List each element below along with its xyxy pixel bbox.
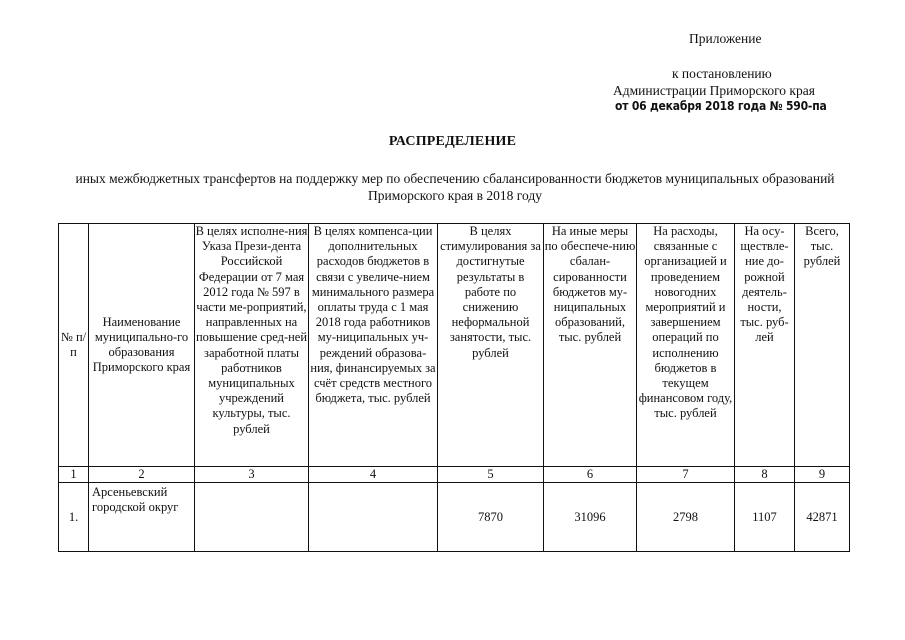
- col-number-9: 9: [795, 467, 850, 483]
- row-culture-salary: [195, 483, 309, 552]
- decree-reference: к постановлению: [672, 66, 772, 81]
- row-road-activity: 1107: [735, 483, 795, 552]
- header-road-activity: На осу-ществле-ние до-рожной деятель-ности, тыс. руб-лей: [735, 224, 795, 467]
- administration-name: Администрации Приморского края: [613, 83, 815, 98]
- row-new-year-expenses: 2798: [637, 483, 735, 552]
- document-title: РАСПРЕДЕЛЕНИЕ: [388, 134, 517, 149]
- col-number-4: 4: [309, 467, 438, 483]
- header-num: № п/п: [59, 224, 89, 467]
- header-min-wage-compensation: В целях компенса-ции дополнительных расходов бюджетов в связи с увеличе-нием минимального размера оплаты труда с 1 мая 2018 года работников му-ниципальных уч-реждений образова-ния, финансируемых за счёт средств местного бюджета, тыс. рублей: [309, 224, 438, 467]
- row-municipality: Арсеньевский городской округ: [89, 483, 195, 552]
- row-min-wage-compensation: [309, 483, 438, 552]
- table-row: [59, 483, 850, 552]
- appendix-label: Приложение: [689, 31, 762, 46]
- col-number-6: 6: [544, 467, 637, 483]
- row-total: 42871: [795, 483, 850, 552]
- header-row: [59, 224, 850, 467]
- row-other-balance-measures: 31096: [544, 483, 637, 552]
- row-informal-employment: 7870: [438, 483, 544, 552]
- header-new-year-expenses: На расходы, связанные с организацией и проведением новогодних мероприятий и завершением операций по исполнению бюджетов в текущем финансовом году, тыс. рублей: [637, 224, 735, 467]
- col-number-2: 2: [89, 467, 195, 483]
- col-number-7: 7: [637, 467, 735, 483]
- header-other-balance-measures: На иные меры по обеспече-нию сбалан-сированности бюджетов му-ниципальных образований, тыс. рублей: [544, 224, 637, 467]
- header-total: Всего, тыс. рублей: [795, 224, 850, 467]
- col-number-1: 1: [59, 467, 89, 483]
- header-informal-employment: В целях стимулирования за достигнутые результаты в работе по снижению неформальной занятости, тыс. рублей: [438, 224, 544, 467]
- header-municipality: Наименование муниципально-го образования Приморского края: [89, 224, 195, 467]
- distribution-table: [58, 223, 850, 552]
- header-culture-salary: В целях исполне-ния Указа Прези-дента Российской Федерации от 7 мая 2012 года № 597 в части ме-роприятий, направленных на повышение сред-ней заработной платы работников муниципальных учреждений культуры, тыс. рублей: [195, 224, 309, 467]
- col-number-5: 5: [438, 467, 544, 483]
- document-subtitle: иных межбюджетных трансфертов на поддержку мер по обеспечению сбалансированности бюджетов муниципальных образований Приморского края в 2018 году: [75, 171, 835, 203]
- column-number-row: [59, 467, 850, 483]
- col-number-3: 3: [195, 467, 309, 483]
- col-number-8: 8: [735, 467, 795, 483]
- row-num: 1.: [59, 483, 89, 552]
- decree-date-stamp: от 06 декабря 2018 года № 590-па: [615, 99, 827, 113]
